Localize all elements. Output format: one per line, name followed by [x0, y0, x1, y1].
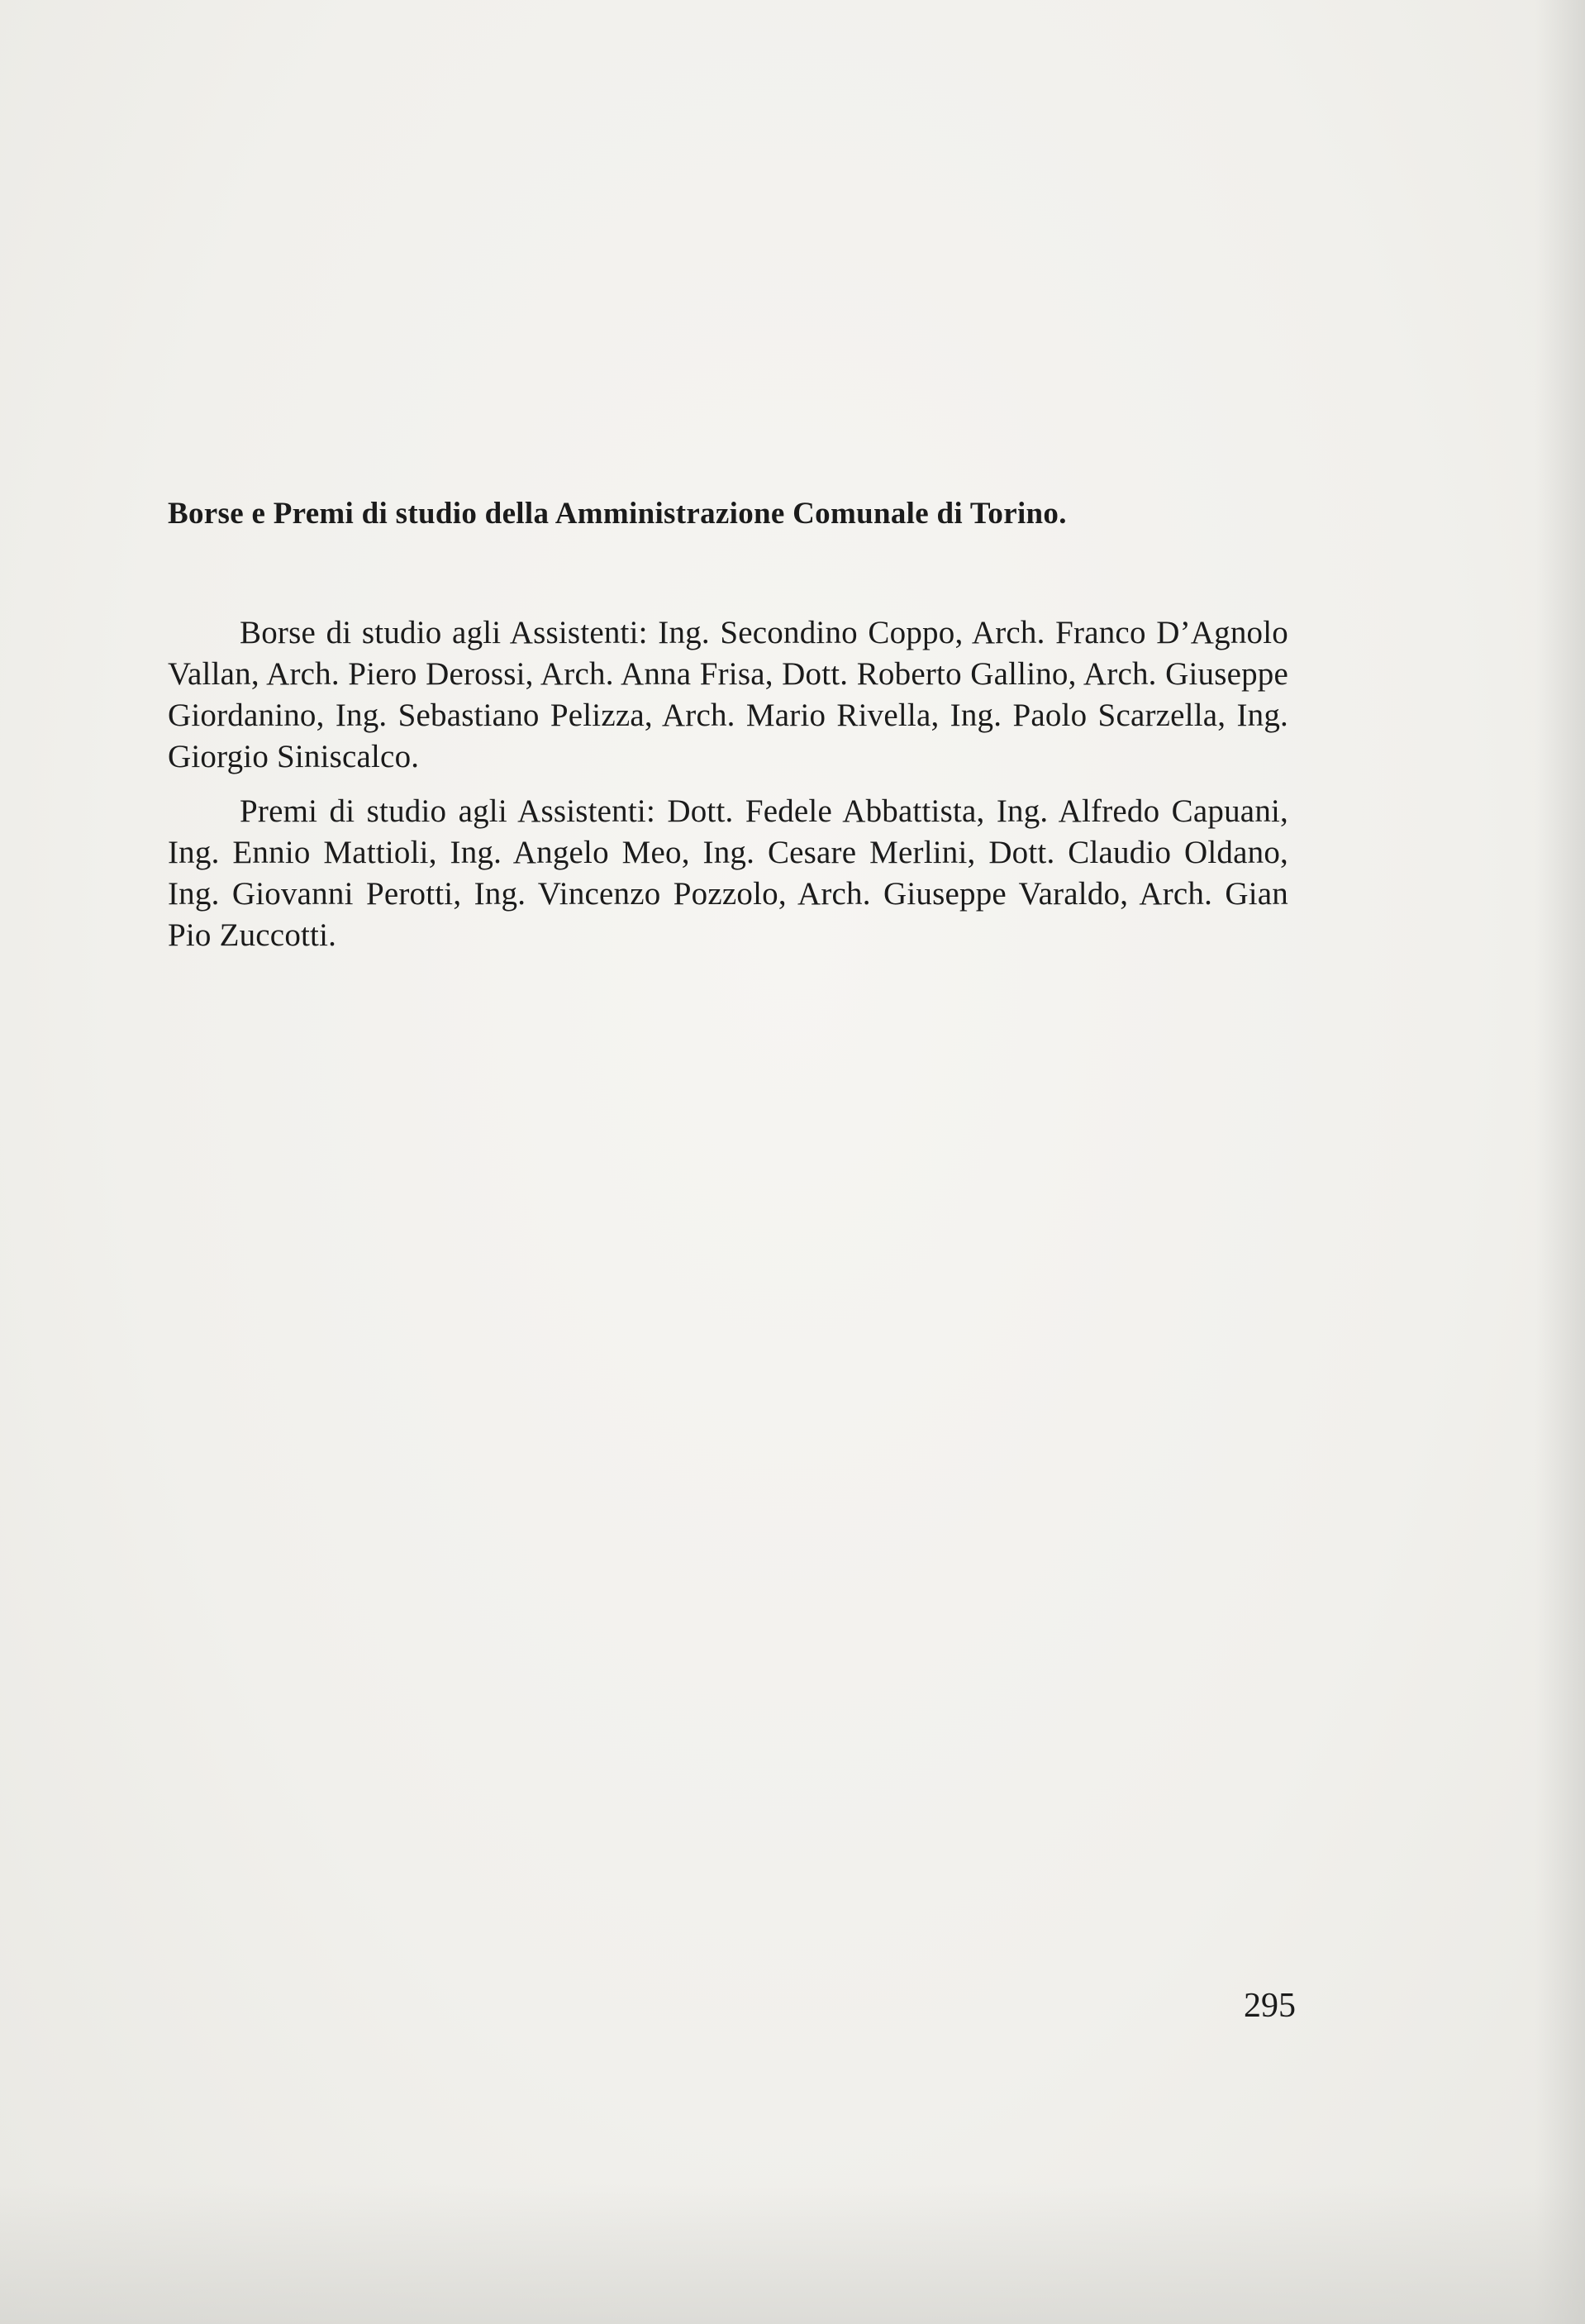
- paragraph-premi-di-studio: Premi di studio agli Assistenti: Dott. Fedele Abbattista, Ing. Alfredo Capuani, Ing. Ennio Mattioli, Ing. Angelo Meo, Ing. Cesare Merlini, Dott. Claudio Oldano, Ing. Giovanni Perotti, Ing. Vincenzo Pozzolo, Arch. Giuseppe Varaldo, Arch. Gian Pio Zuccotti.: [168, 793, 1288, 953]
- paragraph-borse-di-studio: Borse di studio agli Assistenti: Ing. Secondino Coppo, Arch. Franco D’Agnolo Vallan, Arch. Piero Derossi, Arch. Anna Frisa, Dott. Roberto Gallino, Arch. Giuseppe Giordanino, Ing. Sebastiano Pelizza, Arch. Mario Rivella, Ing. Paolo Scarzella, Ing. Giorgio Siniscalco.: [168, 615, 1288, 774]
- page-edge-shadow: [1535, 0, 1585, 2324]
- page-bottom-shadow: [0, 2184, 1585, 2324]
- section-heading: Borse e Premi di studio della Amministrazione Comunale di Torino.: [168, 497, 1067, 531]
- page-number: 295: [1244, 1987, 1296, 2025]
